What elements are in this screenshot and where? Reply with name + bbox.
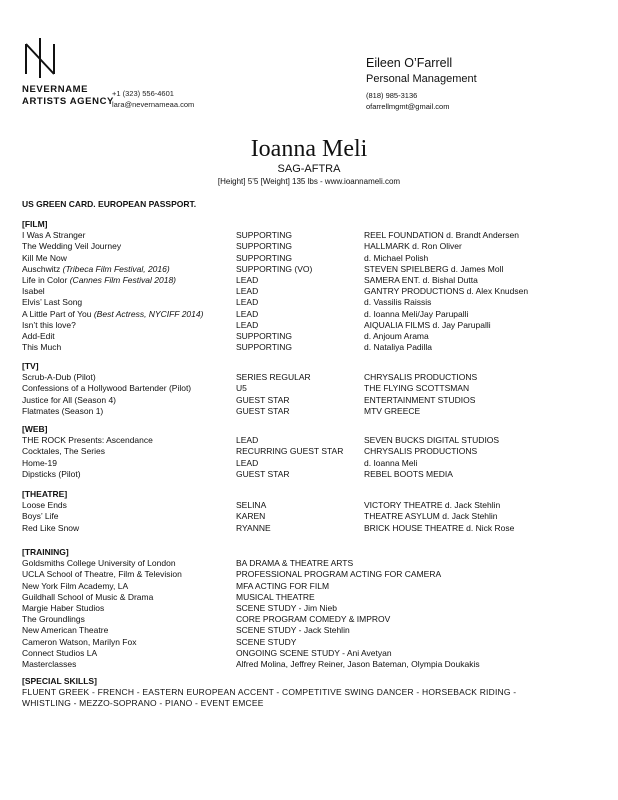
training-school: Margie Haber Studios	[22, 602, 105, 613]
film-row	[22, 319, 491, 331]
film-row	[22, 308, 469, 320]
film-title: Isn’t this love?	[22, 319, 76, 330]
manager-name: Eileen O’Farrell	[366, 56, 453, 70]
training-detail: BA DRAMA & THEATRE ARTS	[236, 558, 354, 569]
agency-phone: +1 (323) 556-4601	[112, 89, 174, 98]
training-detail: SCENE STUDY - Jack Stehlin	[236, 625, 350, 636]
film-row	[22, 330, 429, 342]
agency-name-line1: NEVERNAME	[22, 84, 89, 95]
tv-role: GUEST STAR	[236, 394, 290, 405]
film-role: SUPPORTING	[236, 241, 293, 252]
tv-credit: THE FLYING SCOTTSMAN	[364, 383, 470, 394]
film-credit: d. Vassilis Raissis	[364, 297, 432, 308]
web-credit: d. Ioanna Meli	[364, 457, 418, 468]
web-row	[22, 457, 418, 469]
film-section	[22, 219, 529, 353]
film-role: SUPPORTING	[236, 230, 293, 241]
web-row	[22, 468, 453, 480]
manager-title: Personal Management	[366, 73, 477, 85]
tv-title: Confessions of a Hollywood Bartender (Pilot)	[22, 383, 192, 394]
film-title: Kill Me Now	[22, 252, 67, 263]
film-role: LEAD	[236, 308, 259, 319]
theatre-role: SELINA	[236, 500, 267, 511]
film-title: Elvis’ Last Song	[22, 297, 83, 308]
film-title: This Much	[22, 342, 62, 353]
manager-phone: (818) 985-3136	[366, 91, 418, 100]
theatre-credit: BRICK HOUSE THEATRE d. Nick Rose	[364, 522, 515, 533]
theatre-header: [THEATRE]	[22, 489, 68, 499]
tv-role: GUEST STAR	[236, 405, 290, 416]
agency-name	[22, 84, 114, 108]
skills-header: [SPECIAL SKILLS]	[22, 676, 97, 686]
training-detail: ONGOING SCENE STUDY - Ani Avetyan	[236, 647, 392, 658]
film-credit: REEL FOUNDATION d. Brandt Andersen	[364, 230, 519, 241]
theatre-credit: VICTORY THEATRE d. Jack Stehlin	[364, 500, 501, 511]
film-row	[22, 252, 429, 264]
film-credit: d. Ioanna Meli/Jay Parupalli	[364, 308, 469, 319]
film-role: LEAD	[236, 286, 259, 297]
tv-row	[22, 372, 478, 383]
film-credit: d. Anjoum Arama	[364, 330, 429, 341]
tv-credit: MTV GREECE	[364, 405, 421, 416]
tv-credit: ENTERTAINMENT STUDIOS	[364, 394, 476, 405]
film-festival-note: (Cannes Film Festival 2018)	[69, 274, 177, 285]
film-credit: AIQUALIA FILMS d. Jay Parupalli	[364, 319, 491, 330]
film-festival-note: (Best Actress, NYCIFF 2014)	[93, 308, 204, 319]
web-section	[22, 424, 500, 480]
theatre-title: Red Like Snow	[22, 522, 80, 533]
theatre-role: KAREN	[236, 511, 266, 522]
training-school: UCLA School of Theatre, Film & Television	[22, 569, 182, 580]
film-title: Isabel	[22, 286, 45, 297]
training-school: The Groundlings	[22, 614, 85, 625]
training-school: Guildhall School of Music & Drama	[22, 591, 154, 602]
tv-row	[22, 394, 476, 406]
film-title: The Wedding Veil Journey	[22, 241, 122, 252]
skills-line: WHISTLING - MEZZO-SOPRANO - PIANO - EVENT EMCEE	[22, 698, 264, 709]
theatre-title: Boys’ Life	[22, 511, 59, 522]
tv-row	[22, 405, 421, 417]
film-credit: d. Michael Polish	[364, 252, 429, 263]
web-credit: CHRYSALIS PRODUCTIONS	[364, 446, 478, 457]
training-row	[22, 658, 480, 670]
actor-stats: [Height] 5’5 [Weight] 135 lbs - www.ioannameli.com	[217, 177, 401, 186]
theatre-row	[22, 522, 515, 534]
training-detail: MFA ACTING FOR FILM	[236, 580, 330, 591]
web-row	[22, 435, 500, 446]
film-row	[22, 286, 529, 297]
film-title: A Little Part of You (Best Actress, NYCIFF 2014)	[22, 308, 204, 319]
film-title: Add-Edit	[22, 330, 55, 341]
theatre-row	[22, 511, 498, 522]
tv-row	[22, 383, 470, 394]
training-row	[22, 602, 337, 614]
actor-union: SAG-AFTRA	[277, 163, 341, 175]
theatre-title: Loose Ends	[22, 500, 67, 511]
film-festival-note: (Tribeca Film Festival, 2016)	[62, 263, 170, 274]
tv-header: [TV]	[22, 361, 39, 371]
web-role: GUEST STAR	[236, 468, 290, 479]
skills-section	[22, 676, 602, 710]
training-detail: PROFESSIONAL PROGRAM ACTING FOR CAMERA	[236, 569, 442, 580]
web-credit: SEVEN BUCKS DIGITAL STUDIOS	[364, 435, 500, 446]
training-detail: SCENE STUDY	[236, 636, 297, 647]
training-row	[22, 647, 392, 659]
film-credit: SAMERA ENT. d. Bishal Dutta	[364, 274, 478, 285]
training-row	[22, 558, 354, 569]
training-school: Cameron Watson, Marilyn Fox	[22, 636, 137, 647]
training-school: New York Film Academy, LA	[22, 580, 129, 591]
training-row	[22, 636, 297, 648]
film-header: [FILM]	[22, 219, 48, 229]
web-role: LEAD	[236, 435, 259, 446]
tv-section	[22, 361, 478, 417]
training-row	[22, 591, 315, 603]
training-section	[22, 547, 480, 670]
training-school: Connect Studios LA	[22, 647, 98, 658]
actor-name: Ioanna Meli	[250, 136, 368, 162]
film-row	[22, 297, 432, 308]
training-detail: Alfred Molina, Jeffrey Reiner, Jason Bateman, Olympia Doukakis	[236, 658, 480, 669]
training-row	[22, 625, 350, 636]
tv-credit: CHRYSALIS PRODUCTIONS	[364, 372, 478, 383]
tv-title: Justice for All (Season 4)	[22, 394, 117, 405]
web-header: [WEB]	[22, 424, 48, 434]
theatre-credit: THEATRE ASYLUM d. Jack Stehlin	[364, 511, 498, 522]
film-role: LEAD	[236, 319, 259, 330]
web-title: THE ROCK Presents: Ascendance	[22, 435, 153, 446]
film-title: Auschwitz (Tribeca Film Festival, 2016)	[22, 263, 170, 274]
film-row	[22, 274, 478, 286]
film-credit: HALLMARK d. Ron Oliver	[364, 241, 462, 252]
manager-block	[366, 55, 477, 112]
film-row: I Was A Stranger SUPPORTING REEL FOUNDATION d. Brandt Andersen	[22, 230, 519, 241]
training-school: Goldsmiths College University of London	[22, 558, 176, 569]
web-credit: REBEL BOOTS MEDIA	[364, 468, 453, 479]
training-header: [TRAINING]	[22, 547, 69, 557]
agency-contact	[112, 88, 194, 110]
film-row	[22, 263, 504, 275]
manager-email: ofarrellmgmt@gmail.com	[366, 102, 450, 111]
tv-title: Flatmates (Season 1)	[22, 405, 104, 416]
film-row	[22, 342, 433, 353]
film-role: LEAD	[236, 274, 259, 285]
citizenship-note: US GREEN CARD. EUROPEAN PASSPORT.	[22, 199, 197, 209]
web-row	[22, 446, 478, 457]
theatre-section	[22, 489, 515, 534]
film-role: SUPPORTING	[236, 342, 293, 353]
film-title: Life in Color (Cannes Film Festival 2018)	[22, 274, 177, 285]
training-row	[22, 614, 391, 625]
agency-email: lara@nevernameaa.com	[112, 100, 195, 109]
training-school: Masterclasses	[22, 658, 77, 669]
tv-role: U5	[236, 383, 247, 394]
training-detail: MUSICAL THEATRE	[236, 591, 315, 602]
web-title: Dipsticks (Pilot)	[22, 468, 81, 479]
skills-line: FLUENT GREEK - FRENCH - EASTERN EUROPEAN ACCENT - COMPETITIVE SWING DANCER - HORSEBACK RIDING -	[22, 687, 517, 698]
training-row	[22, 569, 442, 580]
film-role: SUPPORTING (VO)	[236, 263, 313, 274]
web-role: RECURRING GUEST STAR	[236, 446, 344, 457]
training-row	[22, 580, 330, 592]
training-detail: CORE PROGRAM COMEDY & IMPROV	[236, 614, 391, 625]
theatre-role: RYANNE	[236, 522, 271, 533]
film-role: SUPPORTING	[236, 252, 293, 263]
training-detail: SCENE STUDY - Jim Nieb	[236, 602, 337, 613]
training-school: New American Theatre	[22, 625, 109, 636]
film-credit: GANTRY PRODUCTIONS d. Alex Knudsen	[364, 286, 529, 297]
film-role: LEAD	[236, 297, 259, 308]
web-title: Cocktales, The Series	[22, 446, 105, 457]
film-row	[22, 241, 462, 252]
film-credit: d. Nataliya Padilla	[364, 342, 433, 353]
agency-logo-icon	[22, 38, 58, 78]
agency-name-line2: ARTISTS AGENCY	[22, 96, 114, 107]
web-role: LEAD	[236, 457, 259, 468]
tv-role: SERIES REGULAR	[236, 372, 311, 383]
web-title: Home-19	[22, 457, 57, 468]
theatre-row	[22, 500, 501, 511]
film-role: SUPPORTING	[236, 330, 293, 341]
film-credit: STEVEN SPIELBERG d. James Moll	[364, 263, 504, 274]
tv-title: Scrub-A-Dub (Pilot)	[22, 372, 96, 383]
